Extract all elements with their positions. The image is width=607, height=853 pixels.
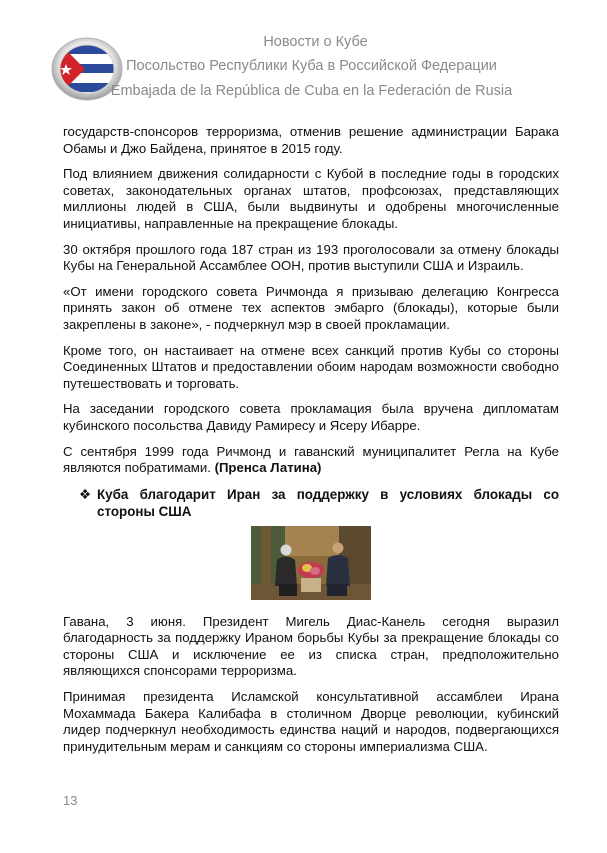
diamond-bullet-icon: ❖: [79, 486, 92, 502]
paragraph-7-text: С сентября 1999 года Ричмонд и гаванский муниципалитет Регла на Кубе являются побратимами.: [63, 443, 559, 476]
meeting-photo: [251, 526, 371, 600]
header-title: Новости о Кубе: [263, 34, 368, 50]
paragraph-3: 30 октября прошлого года 187 стран из 193 проголосовали за отмену блокады Кубы на Генеральной Ассамблее ООН, против выступили США и Израиль.: [63, 241, 559, 274]
paragraph-5: Кроме того, он настаивает на отмене всех санкций против Кубы со стороны Соединенных Штатов и предоставлении обоим народам возможности свободно путешествовать и торговать.: [63, 342, 559, 391]
paragraph-9: Принимая президента Исламской консультативной ассамблеи Ирана Мохаммада Бакера Калибафа в столичном Дворце революции, кубинский лидер подчеркнул необходимость единства наций и народов, подвергающихся принудительным мерам и санкциям со стороны империализма США.: [63, 689, 559, 754]
paragraph-6: На заседании городского совета прокламация была вручена дипломатам кубинского посольства Давиду Рамиресу и Ясеру Ибарре.: [63, 401, 559, 433]
source-credit: (Пренса Латина): [214, 460, 322, 476]
header-subtitle-ru: Посольство Республики Куба в Российской Федерации: [126, 58, 497, 74]
photo-container: [63, 526, 559, 600]
article-heading: [63, 486, 559, 520]
header-subtitle-es: Embajada de la República de Cuba en la Federación de Rusia: [110, 83, 513, 99]
paragraph-1: государств-спонсоров терроризма, отменив решение администрации Барака Обамы и Джо Байдена, принятое в 2015 году.: [63, 124, 559, 156]
paragraph-7: [63, 444, 559, 477]
article-body: [63, 124, 559, 764]
article-heading-text: Куба благодарит Иран за поддержку в условиях блокады со стороны США: [97, 486, 559, 519]
page-number: 13: [63, 793, 78, 808]
paragraph-2: Под влиянием движения солидарности с Кубой в последние годы в городских советах, законодательных органах штатов, профсоюзах, представляющих миллионы людей в США, были выдвинуты и одобрены многочисленные инициативы, направленные на прекращение блокады.: [63, 166, 559, 231]
paragraph-4: «От имени городского совета Ричмонда я призываю делегацию Конгресса принять закон об отмене тех аспектов эмбарго (блокады), которые были закреплены в законе», - подчеркнул мэр в своей прокламации.: [63, 283, 559, 332]
paragraph-8: Гавана, 3 июня. Президент Мигель Диас-Канель сегодня выразил благодарность за поддержку Ираном борьбы Кубы за прекращение блокады со стороны США и исключение ее из списка стран, предположительно являющихся спонсорами терроризма.: [63, 613, 559, 679]
page-header: [0, 0, 607, 110]
